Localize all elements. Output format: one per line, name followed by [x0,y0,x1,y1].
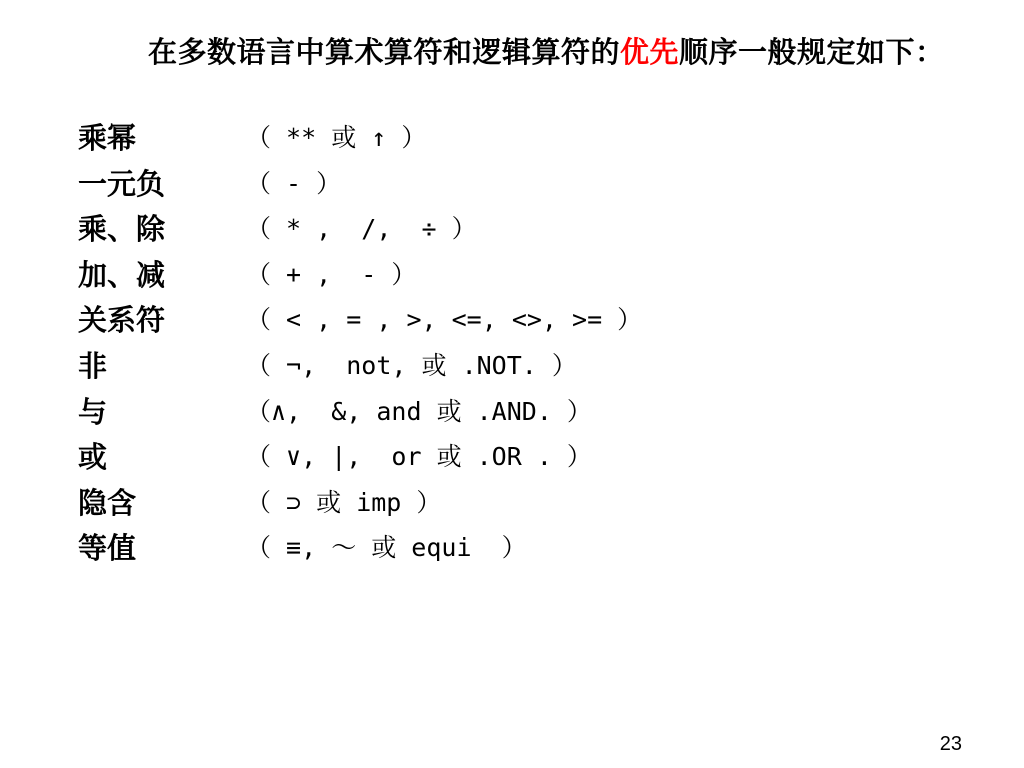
row-label: 关系符 [78,303,166,338]
row-label: 乘、除 [78,212,166,247]
row-operators: （ ** 或 ↑ ） [246,123,427,152]
row-label: 非 [78,348,108,383]
intro-highlight: 优先 [620,35,680,69]
row-operators: （ ⊃ 或 imp ） [246,487,442,517]
row-label: 隐含 [78,485,137,520]
page-number: 23 [939,733,962,755]
row-operators: （∧, &, and 或 .AND. ） [246,396,592,426]
row-operators: （ < , = , >, <=, <>, >= ） [246,305,643,335]
row-label: 等值 [78,531,137,566]
row-label: 乘幂 [78,121,137,155]
row-operators: （ - ） [246,168,342,198]
row-operators: （ * , /, ÷ ） [246,214,477,244]
intro-paragraph [78,30,978,75]
row-operators: （ + , - ） [246,259,417,289]
row-label: 一元负 [78,166,166,201]
row-operators: （ ∨, |, or 或 .OR . ） [246,442,592,472]
row-operators: （ ¬, not, 或 .NOT. ） [246,350,577,380]
row-label: 加、减 [78,257,166,292]
row-operators: （ ≡, ～ 或 equi ） [246,533,527,563]
row-label: 或 [78,440,108,475]
intro-text-before: 在多数语言中算术算符和逻辑算符的 [148,35,621,69]
row-label: 与 [78,394,108,429]
intro-text-after: 顺序一般规定如下： [679,35,945,69]
